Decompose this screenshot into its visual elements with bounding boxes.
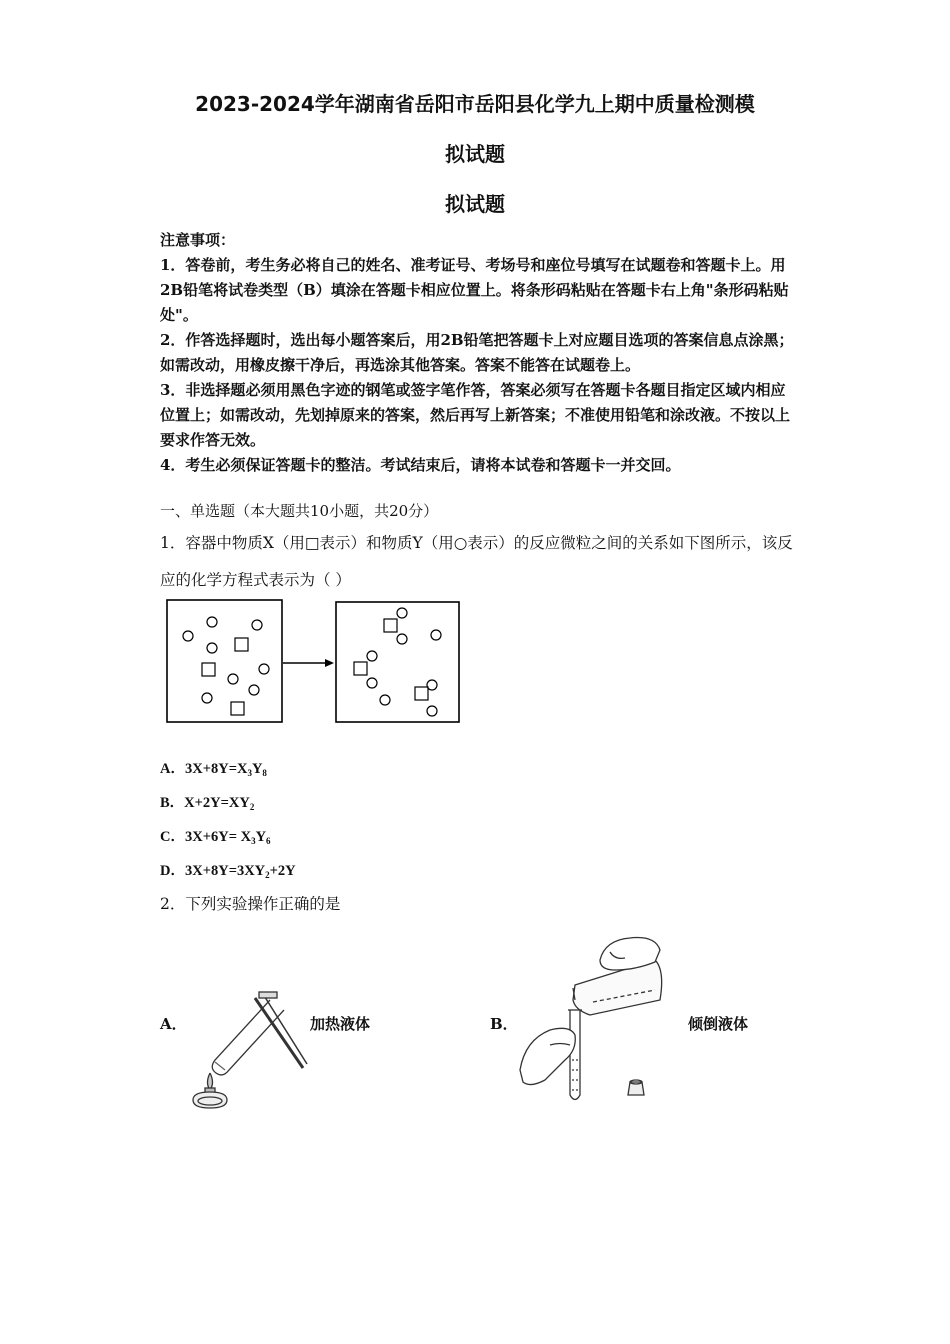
y-particle [202,693,212,703]
arrow-icon [283,659,334,667]
notice-item-4: 4．考生必须保证答题卡的整洁。考试结束后，请将本试卷和答题卡一并交回。 [160,456,681,474]
exam-title-line3: 拟试题 [445,192,505,216]
y-particle [252,620,262,630]
exam-title-line2: 拟试题 [445,142,505,166]
q1-option-b: B．$X+2Y=XY_2$ [160,795,255,812]
y-particle [367,651,377,661]
option-label: C． [160,829,185,845]
option-label: B． [160,795,185,811]
y-particle [207,643,217,653]
x-particle [202,663,215,676]
x-particle [384,619,397,632]
y-particle [397,608,407,618]
y-particle [259,664,269,674]
y-particle [427,706,437,716]
x-particle [235,638,248,651]
notice-item-2: 2．作答选择题时，选出每小题答案后，用2B铅笔把答题卡上对应题目选项的答案信息点涂黑；如需改动，用橡皮擦干净后，再选涂其他答案。答案不能答在试题卷上。 [160,331,794,374]
pouring-liquid-illustration [515,930,675,1110]
q2-option-a-label: A． [160,1015,187,1033]
option-label: D． [160,863,185,879]
y-particle [427,680,437,690]
y-particle [397,634,407,644]
y-particle [183,631,193,641]
exam-title-line1: 2023-2024学年湖南省岳阳市岳阳县化学九上期中质量检测模 [195,92,755,116]
q2-option-b-caption: 倾倒液体 [688,1015,749,1033]
before-container [167,600,282,722]
q1-option-c: C．$3X+6Y= X_3Y_6$ [160,829,271,846]
y-particle [431,630,441,640]
y-particle [367,678,377,688]
x-particle [415,687,428,700]
notice-heading: 注意事项： [160,231,236,249]
y-particle [249,685,259,695]
notice-item-3: 3．非选择题必须用黑色字迹的钢笔或签字笔作答，答案必须写在答题卡各题目指定区域内相应位置上；如需改动，先划掉原来的答案，然后再写上新答案；不准使用铅笔和涂改液。不按以上要求作答无效。 [160,381,791,449]
q1-option-a: A．$3X+8Y=X_3Y_8$ [160,761,267,778]
heating-liquid-illustration [185,990,310,1110]
y-particle [207,617,217,627]
q2-option-a-caption: 加热液体 [310,1015,371,1033]
question-1-text: 1．容器中物质X（用□表示）和物质Y（用○表示）的反应微粒之间的关系如下图所示，该反应的化学方程式表示为（ ） [160,534,793,589]
x-particle [231,702,244,715]
section-heading: 一、单选题（本大题共10小题，共20分） [160,502,439,520]
y-particle [380,695,390,705]
x-particle [354,662,367,675]
particle-reaction-diagram [165,598,465,728]
notice-item-1: 1．答卷前，考生务必将自己的姓名、准考证号、考场号和座位号填写在试题卷和答题卡上。用2B铅笔将试卷类型（B）填涂在答题卡相应位置上。将条形码粘贴在答题卡右上角"条形码粘贴处"。 [160,256,789,324]
question-2-text: 2．下列实验操作正确的是 [160,895,341,913]
y-particle [228,674,238,684]
q1-option-d: D．$3X+8Y=3XY_2+2Y$ [160,863,296,880]
option-label: A． [160,761,185,777]
q2-option-b-label: B． [490,1015,518,1033]
notice-block [160,228,800,478]
